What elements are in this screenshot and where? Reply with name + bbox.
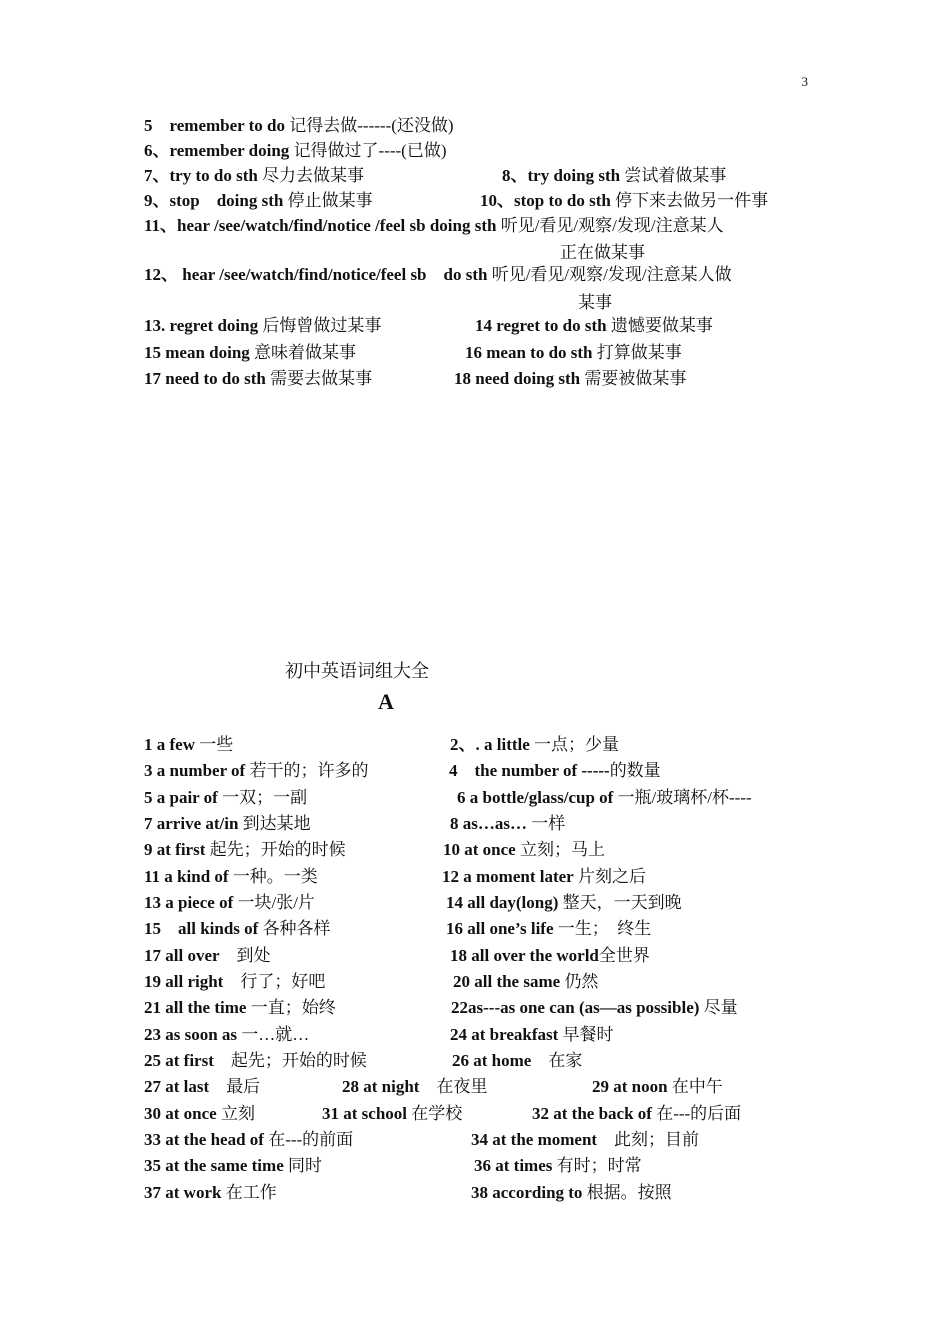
phrase-entry [144,1154,322,1178]
phrase-english: 34 at the moment [471,1130,598,1149]
phrase-english: 21 all the time [144,998,247,1017]
phrase-chinese: 打算做某事 [592,343,682,362]
phrase-entry [144,838,346,862]
phrase-english: 18 need doing sth [454,369,581,388]
phrase-english: 22as---as one can (as—as possible) [451,998,700,1017]
phrase-entry [450,733,619,757]
phrase-chinese: 一双；一副 [217,788,308,807]
phrase-entry [474,1154,642,1178]
phrase-english: 23 as soon as [144,1025,238,1044]
phrase-english: 6 a bottle/glass/cup of [457,788,614,807]
phrase-entry [144,891,315,915]
phrase-chinese: 听见/看见/观察/发现/注意某人做 [487,265,732,284]
phrase-entry [452,1049,582,1073]
phrase-entry [322,1102,462,1126]
phrase-english: 10 at once [443,840,516,859]
phrase-english: 8、try doing sth [502,166,621,185]
phrase-english: 4 the number of ----- [449,761,610,780]
phrase-entry [144,996,336,1020]
phrase-chinese: 在工作 [221,1183,277,1202]
verb-pattern-continuation: 某事 [578,293,612,312]
phrase-english: 17 need to do sth [144,369,266,388]
phrase-entry [450,944,650,968]
phrase-chinese: 意味着做某事 [249,343,357,362]
phrase-entry [471,1181,672,1205]
phrase-chinese: 全世界 [598,946,650,965]
phrase-entry [471,1128,699,1152]
phrase-chinese: 在---的后面 [651,1104,742,1123]
phrase-chinese: 记得去做------(还没做) [285,116,454,135]
phrase-chinese: 停止做某事 [283,191,373,210]
phrase-chinese: 一…就… [237,1025,310,1044]
phrase-chinese: 一样 [526,814,566,833]
phrase-chinese: 在学校 [407,1104,463,1123]
phrase-english: 13 a piece of [144,893,234,912]
phrase-english: 29 at noon [592,1077,668,1096]
verb-pattern-continuation: 正在做某事 [560,243,645,262]
phrase-chinese: 一直；始终 [246,998,336,1017]
phrase-english: 26 at home [452,1051,532,1070]
phrase-chinese: 需要被做某事 [580,369,687,388]
phrase-english: 16 all one’s life [446,919,554,938]
phrase-entry [144,944,271,968]
phrase-chinese: 片刻之后 [573,867,646,886]
phrase-english: 15 mean doing [144,343,250,362]
phrase-entry [532,1102,741,1126]
phrase-entry [449,759,661,783]
phrase-chinese: 一块/张/片 [233,893,315,912]
phrase-chinese: 若干的；许多的 [245,761,369,780]
phrase-entry [144,759,368,783]
phrase-chinese: 在---的前面 [263,1130,354,1149]
phrase-entry [144,812,311,836]
phrase-english: 32 at the back of [532,1104,652,1123]
letter-heading: A [378,689,394,714]
phrase-chinese: 到达某地 [238,814,311,833]
phrase-english: 10、stop to do sth [480,191,611,210]
phrase-chinese: 需要去做某事 [265,369,373,388]
phrase-english: 7、try to do sth [144,166,258,185]
phrase-entry [342,1075,487,1099]
phrase-chinese: 一种。一类 [228,867,318,886]
phrase-entry [453,970,598,994]
phrase-english: 8 as…as… [450,814,527,833]
phrase-english: 27 at last [144,1077,210,1096]
phrase-entry [446,891,682,915]
phrase-english: 9、stop doing sth [144,191,284,210]
phrase-entry [450,1023,614,1047]
phrase-entry [446,917,651,941]
phrase-chinese: 起先；开始的时候 [205,840,346,859]
phrase-entry [144,1049,367,1073]
phrase-chinese: 最后 [209,1077,261,1096]
phrase-english: 5 remember to do [144,116,286,135]
phrase-entry [443,838,605,862]
phrase-english: 14 all day(long) [446,893,559,912]
phrase-chinese: 此刻；目前 [597,1130,700,1149]
phrase-chinese: 尽量 [699,998,738,1017]
phrase-entry [450,812,565,836]
phrase-english: 28 at night [342,1077,420,1096]
phrase-english: 37 at work [144,1183,222,1202]
phrase-chinese: 记得做过了----(已做) [289,141,447,160]
phrase-entry [144,786,307,810]
phrase-entry [144,1128,353,1152]
phrase-chinese: 根据。按照 [582,1183,672,1202]
section-title: 初中英语词组大全 [285,661,429,681]
phrase-english: 7 arrive at/in [144,814,239,833]
phrase-chinese: 一些 [194,735,234,754]
phrase-english: 11 a kind of [144,867,229,886]
phrase-english: 30 at once [144,1104,217,1123]
phrase-chinese: 同时 [283,1156,322,1175]
phrase-chinese: 后悔曾做过某事 [258,316,382,335]
page-number: 3 [801,74,808,89]
phrase-chinese: 尽力去做某事 [257,166,365,185]
phrase-chinese: 一瓶/玻璃杯/杯---- [613,788,752,807]
phrase-english: 12 a moment later [442,867,574,886]
phrase-chinese: 在夜里 [419,1077,488,1096]
phrase-english: 12、 hear /see/watch/find/notice/feel sb do sth [144,265,488,284]
phrase-entry [144,1023,309,1047]
phrase-entry [451,996,738,1020]
phrase-english: 17 all over [144,946,220,965]
phrase-english: 11、hear /see/watch/find/notice /feel sb doing sth [144,216,497,235]
phrase-entry [144,733,233,757]
phrase-entry [144,1181,277,1205]
phrase-entry [144,1075,260,1099]
phrase-english: 16 mean to do sth [465,343,593,362]
phrase-english: 24 at breakfast [450,1025,559,1044]
phrase-chinese: 起先；开始的时候 [213,1051,367,1070]
phrase-english: 6、remember doing [144,141,290,160]
phrase-chinese: 一点；少量 [529,735,620,754]
phrase-english: 38 according to [471,1183,583,1202]
phrase-chinese: 遗憾要做某事 [606,316,713,335]
phrase-english: 15 all kinds of [144,919,259,938]
phrase-chinese: 听见/看见/观察/发现/注意某人 [496,216,724,235]
phrase-english: 31 at school [322,1104,407,1123]
phrase-chinese: 停下来去做另一件事 [610,191,769,210]
phrase-english: 2、. a little [450,735,530,754]
phrase-english: 20 all the same [453,972,561,991]
phrase-chinese: 的数量 [609,761,661,780]
phrase-chinese: 早餐时 [558,1025,614,1044]
phrase-english: 19 all right [144,972,224,991]
phrase-chinese: 到处 [219,946,271,965]
phrase-english: 36 at times [474,1156,553,1175]
phrase-chinese: 在中午 [667,1077,723,1096]
phrase-chinese: 行了；好吧 [223,972,326,991]
phrase-entry [144,970,325,994]
phrase-chinese: 尝试着做某事 [620,166,727,185]
phrase-chinese: 一生； 终生 [553,919,652,938]
phrase-english: 9 at first [144,840,206,859]
phrase-chinese: 在家 [531,1051,583,1070]
phrase-chinese: 有时；时常 [552,1156,642,1175]
phrase-english: 14 regret to do sth [475,316,607,335]
phrase-english: 5 a pair of [144,788,218,807]
phrase-english: 35 at the same time [144,1156,284,1175]
phrase-chinese: 各种各样 [258,919,331,938]
phrase-entry [144,917,331,941]
phrase-chinese: 立刻 [216,1104,255,1123]
phrase-entry [442,865,646,889]
phrase-entry [457,786,752,810]
phrase-chinese: 仍然 [560,972,599,991]
phrase-english: 18 all over the world [450,946,599,965]
phrase-entry [592,1075,723,1099]
phrase-english: 25 at first [144,1051,214,1070]
phrase-entry [144,865,318,889]
phrase-chinese: 立刻；马上 [515,840,605,859]
phrase-entry [144,1102,255,1126]
phrase-english: 3 a number of [144,761,246,780]
phrase-english: 33 at the head of [144,1130,264,1149]
phrase-english: 13. regret doing [144,316,259,335]
phrase-english: 1 a few [144,735,195,754]
phrase-chinese: 整天，一天到晚 [558,893,682,912]
